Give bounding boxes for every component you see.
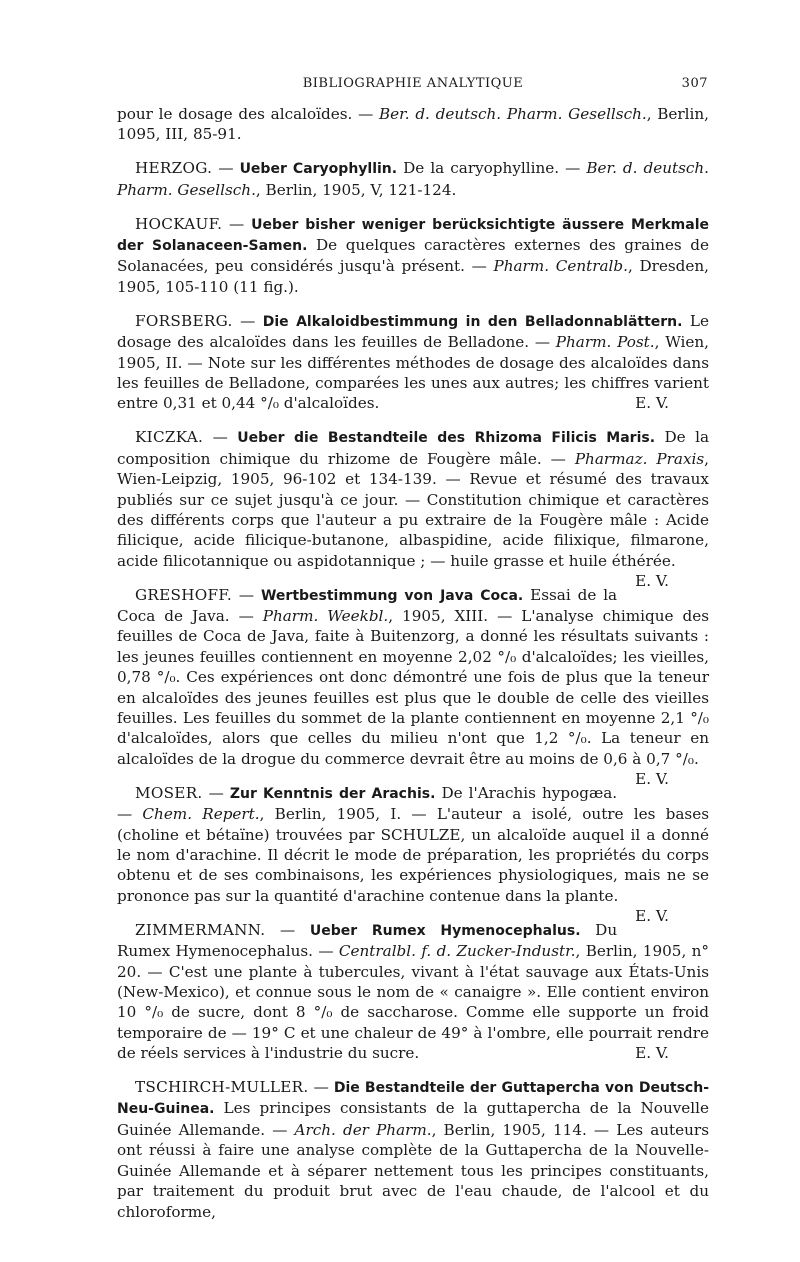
entry-signature: E. V.	[635, 770, 669, 789]
entry-signature: E. V.	[635, 394, 669, 413]
entry-continuation	[117, 104, 709, 145]
entry-tail: , Wien, 1905, II. — Note sur les différentes méthodes de dosage des alcaloïdes dans les feuilles de Belladone, comparées les unes aux autres; les chiffres varient entre 0,31 et 0,44 °/₀ d'alcaloïdes.	[117, 333, 709, 413]
entry-author: HERZOG.	[135, 159, 213, 178]
entry-signature: E. V.	[635, 1044, 669, 1063]
entry-source: Chem. Repert.	[142, 805, 260, 824]
entry-tail: , 1905, XIII. — L'analyse chimique des feuilles de Coca de Java, faite à Buitenzorg, a donné les résultats suivants : les jeunes feuilles contiennent en moyenne 2,02 °/₀ d'alcaloïdes; les vieilles, 0,78 °/₀. Ces expériences ont donc démontré une fois de plus que la teneur en alcaloïdes des jeunes feuilles est plus que le double de celle des vieilles feuilles. Les feuilles du sommet de la plante contiennent en moyenne 2,1 °/₀ d'alcaloïdes, alors que celles du milieu n'ont que 1,2 °/₀. La teneur en alcaloïdes de la drogue du commerce devrait être au moins de 0,6 à 0,7 °/₀.	[117, 607, 709, 768]
entry-tail: , Berlin, 1905, n° 20. — C'est une plante à tubercules, vivant à l'état sauvage aux États-Unis (New-Mexico), et connue sous le nom de « canaigre ». Elle contient environ 10 °/₀ de sucre, dont 8 °/₀ de saccharose. Comme elle supporte un froid temporaire de — 19° C et une chaleur de 49° à l'ombre, elle pourrait rendre de réels services à l'industrie du sucre.	[117, 942, 709, 1063]
entry-herzog: HERZOG. — Ueber Caryophyllin. De la caryophylline. — Ber. d. deutsch. Pharm. Gesellsch., Berlin, 1905, V, 121-124.	[117, 159, 710, 199]
entry-author: MOSER.	[135, 783, 203, 802]
entry-source: Pharmaz. Praxis	[574, 449, 705, 468]
entry-title: Ueber bisher weniger berücksichtigte äussere Merkmale der Solanaceen-Samen.	[117, 216, 709, 255]
entry-kiczka: KICZKA. — Ueber die Bestandteile des Rhizoma Filicis Maris. De la composition chimique du rhizome de Fougère mâle. — Pharmaz. Praxis, Wien-Leipzig, 1905, 96-102 et 134-139. — Revue et résumé des travaux publiés sur ce sujet jusqu'à ce jour. — Constitution chimique et caractères des différents corps que l'auteur a pu extraire de la Fougère mâle : Acide filicique, acide filicique-butanone, albaspidine, acide filixique, filmarone, acide filicotannique ou aspidotannique ; — huile grasse et huile éthérée. E. V.	[117, 428, 710, 591]
entry-source: Pharm. Post.	[555, 333, 655, 352]
running-head	[118, 76, 708, 96]
entry-greshoff: GRESHOFF. — Wertbestimmung von Java Coca. Essai de la Coca de Java. — Pharm. Weekbl., 1905, XIII. — L'analyse chimique des feuilles de Coca de Java, faite à Buitenzorg, a donné les résultats suivants : les jeunes feuilles contiennent en moyenne 2,02 °/₀ d'alcaloïdes; les vieilles, 0,78 °/₀. Ces expériences ont donc démontré une fois de plus que la teneur en alcaloïdes des jeunes feuilles est plus que le double de celle des vieilles feuilles. Les feuilles du sommet de la plante contiennent en moyenne 2,1 °/₀ d'alcaloïdes, alors que celles du milieu n'ont que 1,2 °/₀. La teneur en alcaloïdes de la drogue du commerce devrait être au moins de 0,6 à 0,7 °/₀. E. V.	[117, 585, 709, 789]
page-number: 307	[681, 76, 708, 91]
entry-source: Pharm. Weekbl.	[262, 607, 389, 626]
article-body	[117, 104, 709, 1222]
entry-tail: , Dresden, 1905, 105-110 (11 fig.).	[117, 257, 709, 296]
entry-forsberg: FORSBERG. — Die Alkaloidbestimmung in den Belladonnablättern. Le dosage des alcaloïdes dans les feuilles de Belladone. — Pharm. Post., Wien, 1905, II. — Note sur les différentes méthodes de dosage des alcaloïdes dans les feuilles de Belladone, comparées les unes aux autres; les chiffres varient entre 0,31 et 0,44 °/₀ d'alcaloïdes. E. V.	[117, 311, 709, 413]
entry-source: Pharm. Centralb.	[493, 257, 628, 276]
entry-title: Ueber die Bestandteile des Rhizoma Filicis Maris.	[237, 430, 656, 447]
entry-title: Ueber Caryophyllin.	[239, 161, 398, 178]
entry-hockauf: HOCKAUF. — Ueber bisher weniger berücksichtigte äussere Merkmale der Solanaceen-Samen. De quelques caractères externes des graines de Solanacées, peu considérés jusqu'à présent. — Pharm. Centralb., Dresden, 1905, 105-110 (11 fig.).	[117, 214, 709, 296]
entry-author: FORSBERG.	[135, 311, 233, 330]
entry-author: ZIMMERMANN.	[135, 920, 266, 939]
entry-tschirch-muller: TSCHIRCH-MULLER. — Die Bestandteile der Guttapercha von Deutsch-Neu-Guinea. Les principes consistants de la guttapercha de la Nouvelle Guinée Allemande. — Arch. der Pharm., Berlin, 1905, 114. — Les auteurs ont réussi à faire une analyse complète de la Guttapercha de la Nouvelle-Guinée Allemande et à séparer nettement tous les principes constituants, par traitement du produit brut avec de l'eau chaude, de l'alcool et du chloroforme,	[117, 1078, 710, 1221]
entry-author: KICZKA.	[135, 428, 204, 447]
entry-text: Les principes consistants de la guttapercha de la Nouvelle Guinée Allemande. —	[117, 1099, 709, 1139]
entry-source: Ber. d. deutsch. Pharm. Gesellsch.	[117, 159, 710, 199]
entry-source: Centralbl. f. d. Zucker-Industr.	[338, 942, 576, 961]
entry-text: Du Rumex Hymenocephalus. —	[117, 920, 618, 961]
entry-signature: E. V.	[635, 572, 669, 591]
entry-title: Ueber Rumex Hymenocephalus.	[309, 922, 581, 939]
entry-text: pour le dosage des alcaloïdes. —	[117, 105, 380, 123]
entry-title: Zur Kenntnis der Arachis.	[229, 785, 436, 802]
entry-source: Arch. der Pharm.	[294, 1120, 432, 1139]
entry-title: Wertbestimmung von Java Coca.	[260, 587, 524, 604]
entry-zimmermann: ZIMMERMANN. — Ueber Rumex Hymenocephalus. Du Rumex Hymenocephalus. — Centralbl. f. d. Zucker-Industr., Berlin, 1905, n° 20. — C'est une plante à tubercules, vivant à l'état sauvage aux États-Unis (New-Mexico), et connue sous le nom de « canaigre ». Elle contient environ 10 °/₀ de sucre, dont 8 °/₀ de saccharose. Comme elle supporte un froid temporaire de — 19° C et une chaleur de 49° à l'ombre, elle pourrait rendre de réels services à l'industrie du sucre. E. V.	[117, 920, 709, 1063]
entry-author: GRESHOFF.	[135, 585, 232, 604]
entry-text: De la composition chimique du rhizome de Fougère mâle. —	[117, 428, 710, 468]
entry-moser: MOSER. — Zur Kenntnis der Arachis. De l'Arachis hypogæa. — Chem. Repert., Berlin, 1905, I. — L'auteur a isolé, outre les bases (choline et bétaïne) trouvées par SCHULZE, un alcaloïde auquel il a donné le nom d'arachine. Il décrit le mode de préparation, les propriétés du corps obtenu et de ses combinaisons, les expériences physiologiques, mais ne se prononce pas sur la quantité d'arachine contenue dans la plante. E. V.	[117, 783, 709, 926]
entry-author: HOCKAUF.	[135, 214, 223, 233]
entry-text: Le dosage des alcaloïdes dans les feuilles de Belladone. —	[117, 311, 709, 352]
running-title: BIBLIOGRAPHIE ANALYTIQUE	[302, 76, 524, 91]
entry-author: TSCHIRCH-MULLER.	[135, 1078, 309, 1097]
entry-tail: , Berlin, 1905, 114. — Les auteurs ont réussi à faire une analyse complète de la Guttapercha de la Nouvelle-Guinée Allemande et à séparer nettement tous les principes constituants, par traitement du produit brut avec de l'eau chaude, de l'alcool et du chloroforme,	[117, 1120, 709, 1221]
entry-title: Die Bestandteile der Guttapercha von Deutsch-Neu-Guinea.	[117, 1080, 710, 1118]
entry-text: Essai de la Coca de Java. —	[117, 585, 618, 626]
entry-signature: E. V.	[635, 907, 669, 926]
entry-title: Die Alkaloidbestimmung in den Belladonnablättern.	[262, 313, 683, 330]
entry-source: Ber. d. deutsch. Pharm. Gesellsch.	[379, 105, 647, 123]
entry-text: De la caryophylline. —	[397, 159, 587, 178]
entry-tail: , Berlin, 1095, III, 85-91.	[117, 105, 709, 144]
entry-text: De l'Arachis hypogæa. —	[117, 783, 618, 824]
entry-tail: , Berlin, 1905, I. — L'auteur a isolé, outre les bases (choline et bétaïne) trouvées par SCHULZE, un alcaloïde auquel il a donné le nom d'arachine. Il décrit le mode de préparation, les propriétés du corps obtenu et de ses combinaisons, les expériences physiologiques, mais ne se prononce pas sur la quantité d'arachine contenue dans la plante.	[117, 805, 709, 905]
entry-tail: , Berlin, 1905, V, 121-124.	[255, 180, 457, 199]
entry-tail: , Wien-Leipzig, 1905, 96-102 et 134-139. — Revue et résumé des travaux publiés sur ce sujet jusqu'à ce jour. — Constitution chimique et caractères des différents corps que l'auteur a pu extraire de la Fougère mâle : Acide filicique, acide filicique-butanone, albaspidine, acide filixique, filmarone, acide filicotannique ou aspidotannique ; — huile grasse et huile éthérée.	[117, 449, 709, 570]
entry-text: De quelques caractères externes des graines de Solanacées, peu considérés jusqu'à présent. —	[117, 236, 709, 276]
